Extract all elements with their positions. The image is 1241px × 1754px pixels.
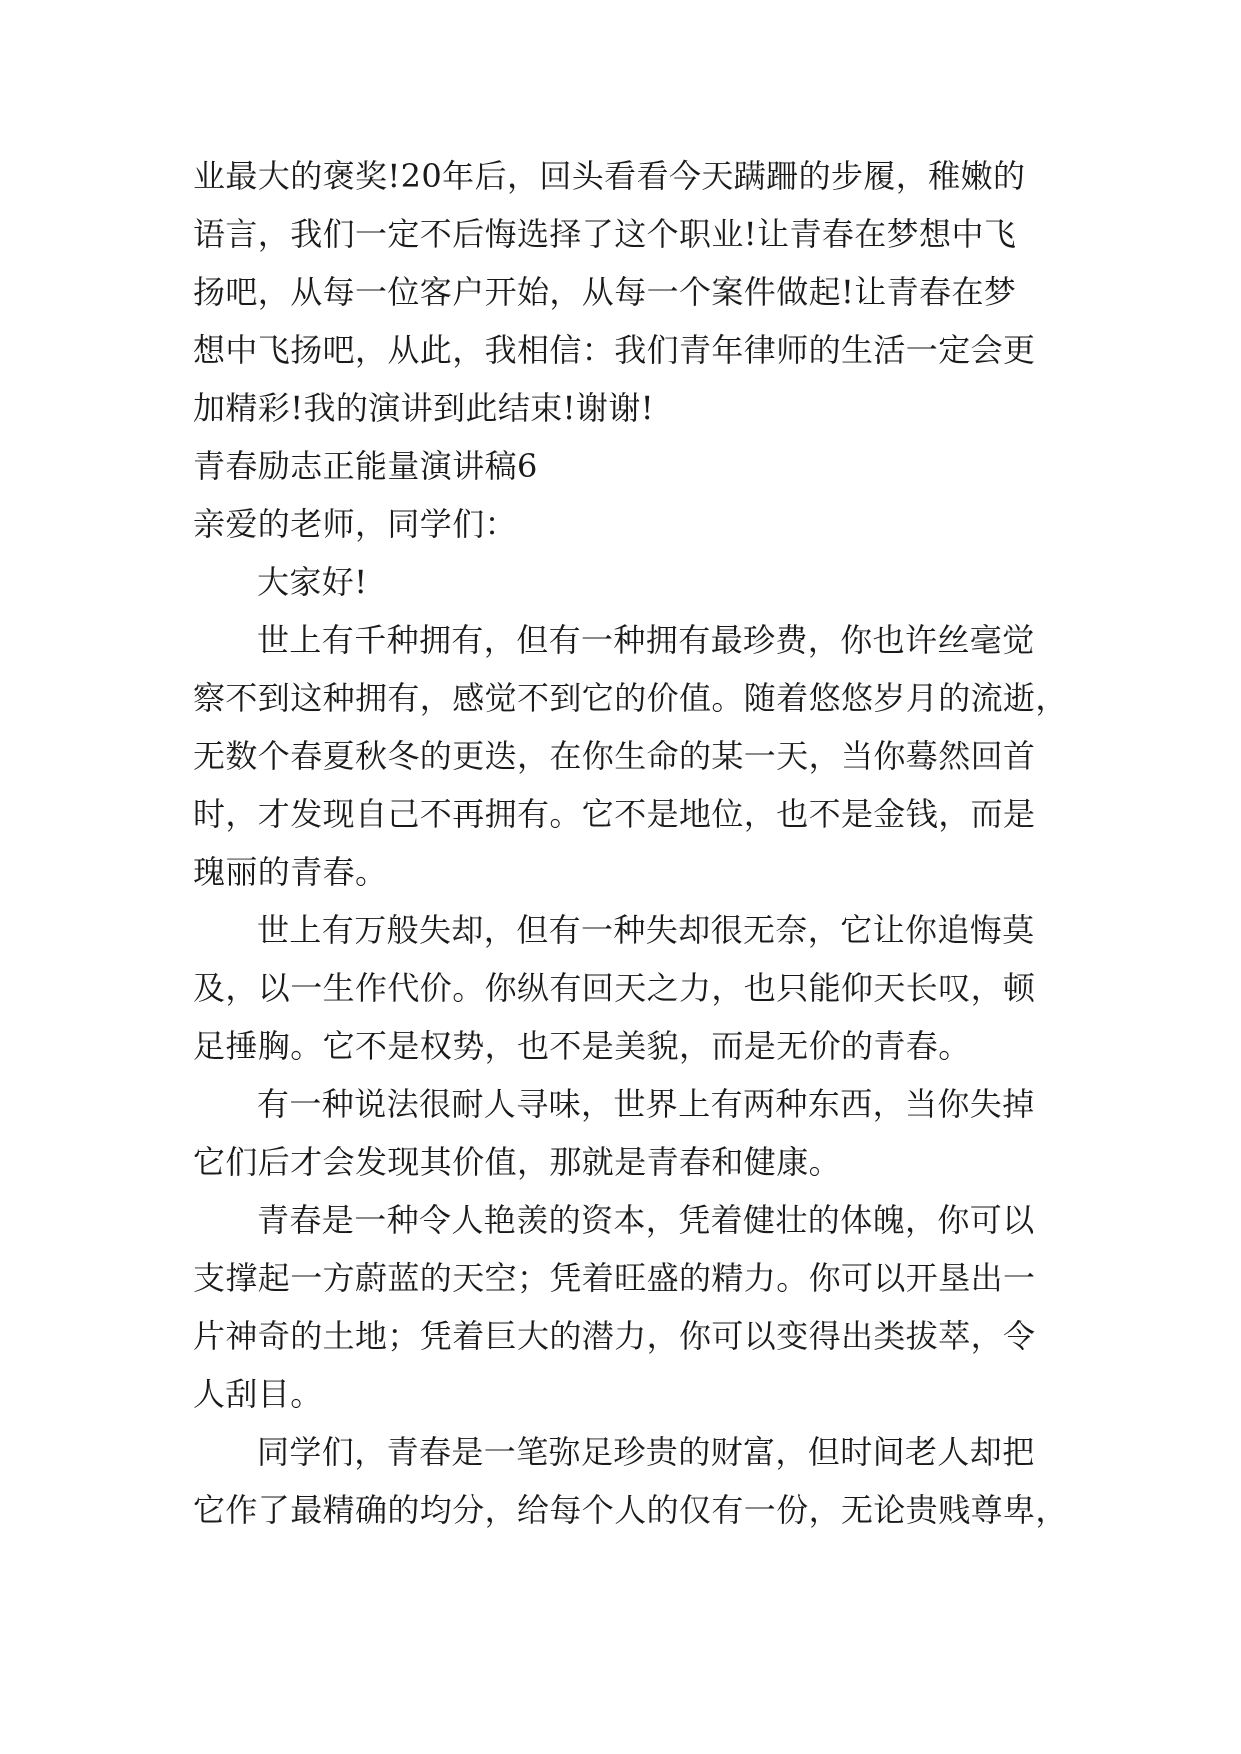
text-line: 时，才发现自己不再拥有。它不是地位，也不是金钱，而是 bbox=[193, 795, 1036, 833]
text-line: 有一种说法很耐人寻味，世界上有两种东西，当你失掉 bbox=[257, 1085, 1035, 1123]
text-line: 语言，我们一定不后悔选择了这个职业!让青春在梦想中飞 bbox=[193, 215, 1017, 253]
text-line: 它作了最精确的均分，给每个人的仅有一份，无论贵贱尊卑， bbox=[193, 1491, 1068, 1529]
text-line: 青春是一种令人艳羡的资本，凭着健壮的体魄，你可以 bbox=[257, 1201, 1035, 1239]
text-line: 加精彩!我的演讲到此结束!谢谢! bbox=[193, 389, 654, 427]
section-title: 青春励志正能量演讲稿6 bbox=[193, 447, 538, 485]
text-line: 业最大的褒奖!20年后，回头看看今天蹒跚的步履，稚嫩的 bbox=[193, 157, 1026, 195]
salutation: 亲爱的老师，同学们： bbox=[193, 505, 518, 543]
text-line: 它们后才会发现其价值，那就是青春和健康。 bbox=[193, 1143, 842, 1181]
text-line: 支撑起一方蔚蓝的天空；凭着旺盛的精力。你可以开垦出一 bbox=[193, 1259, 1036, 1297]
text-line: 想中飞扬吧，从此，我相信：我们青年律师的生活一定会更 bbox=[193, 331, 1036, 369]
text-line: 人刮目。 bbox=[193, 1375, 323, 1413]
text-line: 瑰丽的青春。 bbox=[193, 853, 388, 891]
text-line: 无数个春夏秋冬的更迭，在你生命的某一天，当你蓦然回首 bbox=[193, 737, 1036, 775]
text-line: 足捶胸。它不是权势，也不是美貌，而是无价的青春。 bbox=[193, 1027, 971, 1065]
text-line: 同学们，青春是一笔弥足珍贵的财富，但时间老人却把 bbox=[257, 1433, 1035, 1471]
greeting: 大家好! bbox=[257, 563, 368, 601]
text-line: 片神奇的土地；凭着巨大的潜力，你可以变得出类拔萃，令 bbox=[193, 1317, 1036, 1355]
text-line: 及，以一生作代价。你纵有回天之力，也只能仰天长叹，顿 bbox=[193, 969, 1036, 1007]
text-line: 世上有万般失却，但有一种失却很无奈，它让你追悔莫 bbox=[257, 911, 1035, 949]
text-line: 世上有千种拥有，但有一种拥有最珍费，你也许丝毫觉 bbox=[257, 621, 1035, 659]
text-line: 扬吧，从每一位客户开始，从每一个案件做起!让青春在梦 bbox=[193, 273, 1017, 311]
text-line: 察不到这种拥有，感觉不到它的价值。随着悠悠岁月的流逝， bbox=[193, 679, 1068, 717]
